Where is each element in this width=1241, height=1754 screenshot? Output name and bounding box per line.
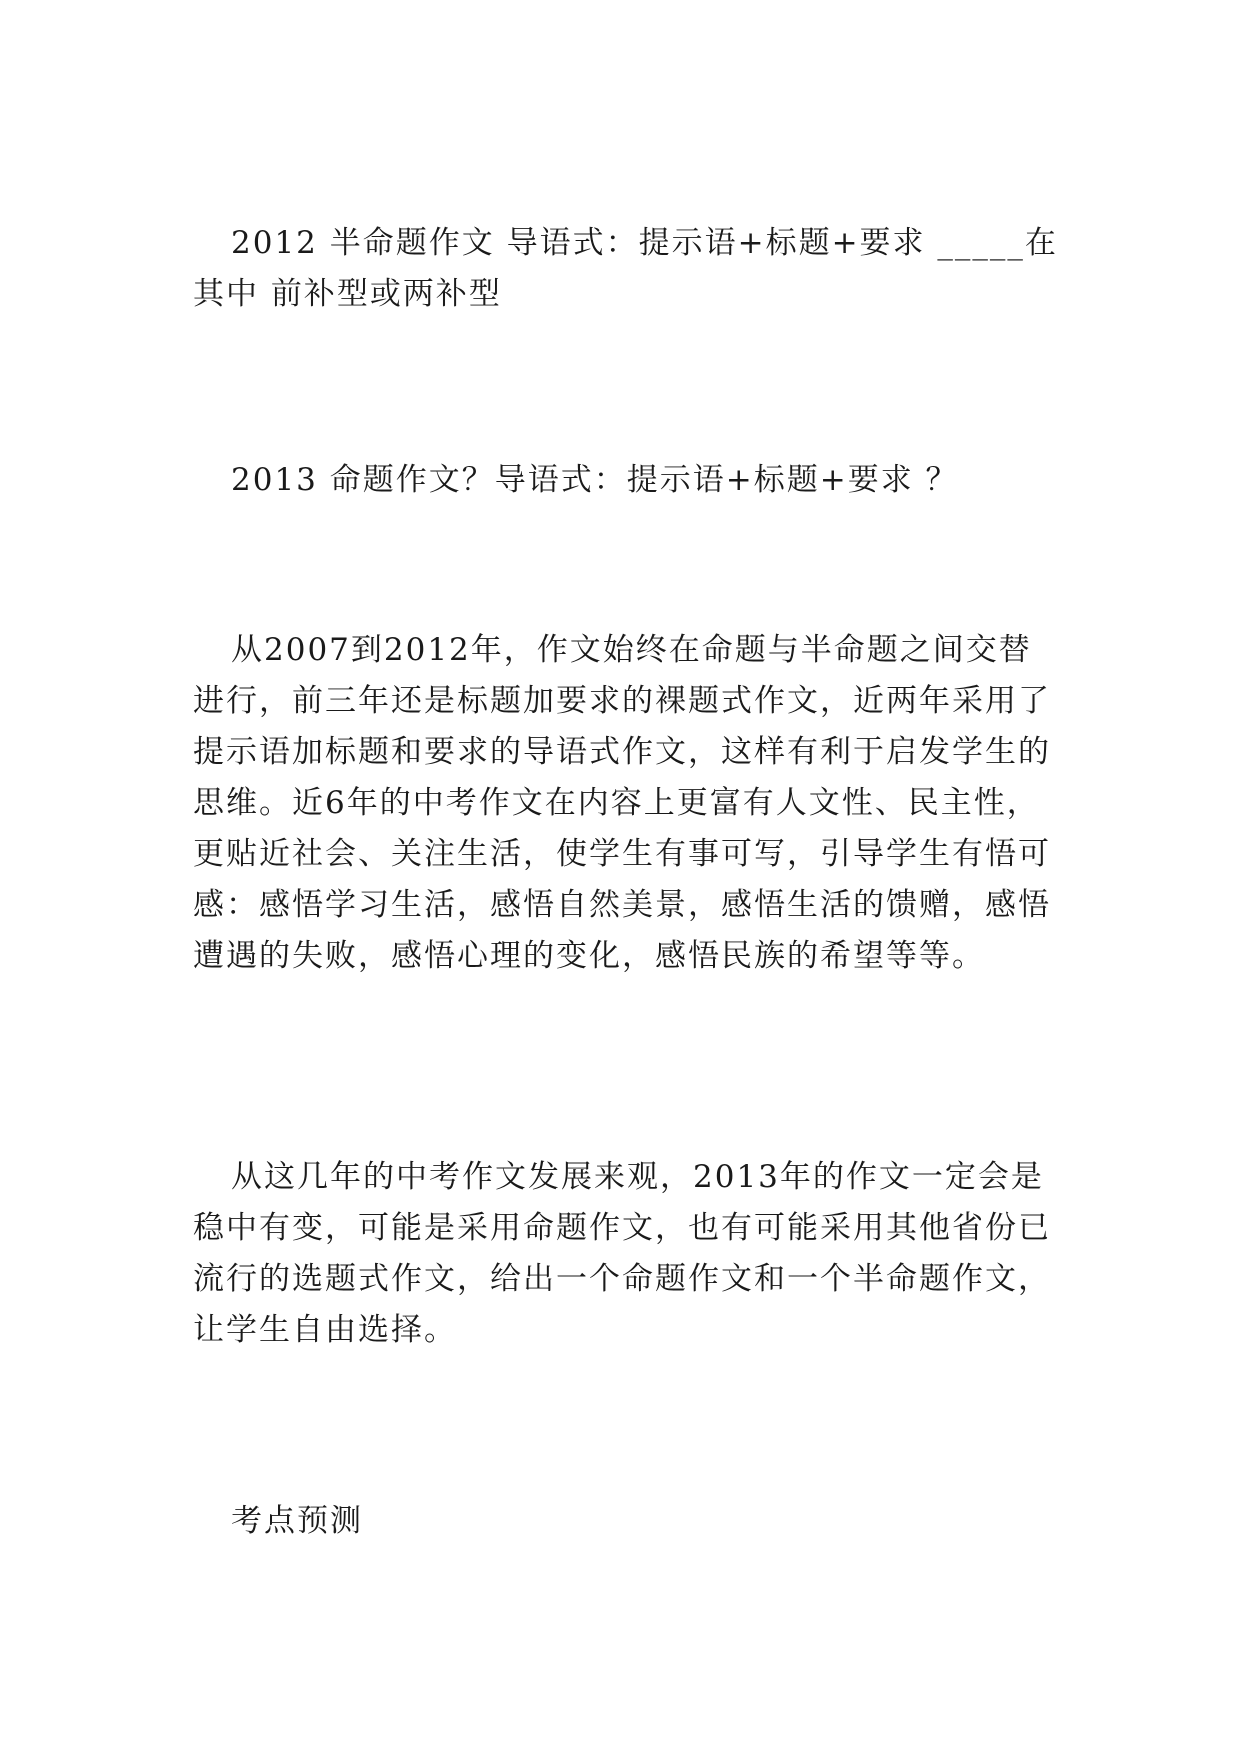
paragraph-composition-history: 从2007到2012年，作文始终在命题与半命题之间交替进行，前三年还是标题加要求的裸题式作文，近两年采用了提示语加标题和要求的导语式作文，这样有利于启发学生的思维。近6年的中考作文在内容上更富有人文性、民主性，更贴近社会、关注生活，使学生有事可写，引导学生有悟可感：感悟学习生活，感悟自然美景，感悟生活的馈赠，感悟遭遇的失败，感悟心理的变化，感悟民族的希望等等。	[193, 632, 1051, 974]
paragraph-2013-format: 2013 命题作文？导语式：提示语+标题+要求 ？	[231, 462, 959, 498]
section-heading-prediction: 考点预测	[231, 1503, 363, 1539]
paragraph-2012-format: 2012 半命题作文 导语式：提示语+标题+要求 _____在其中 前补型或两补型	[193, 225, 1058, 312]
paragraph-composition-trend: 从这几年的中考作文发展来观，2013年的作文一定会是稳中有变，可能是采用命题作文，也有可能采用其他省份已流行的选题式作文，给出一个命题作文和一个半命题作文，让学生自由选择。	[193, 1159, 1051, 1348]
